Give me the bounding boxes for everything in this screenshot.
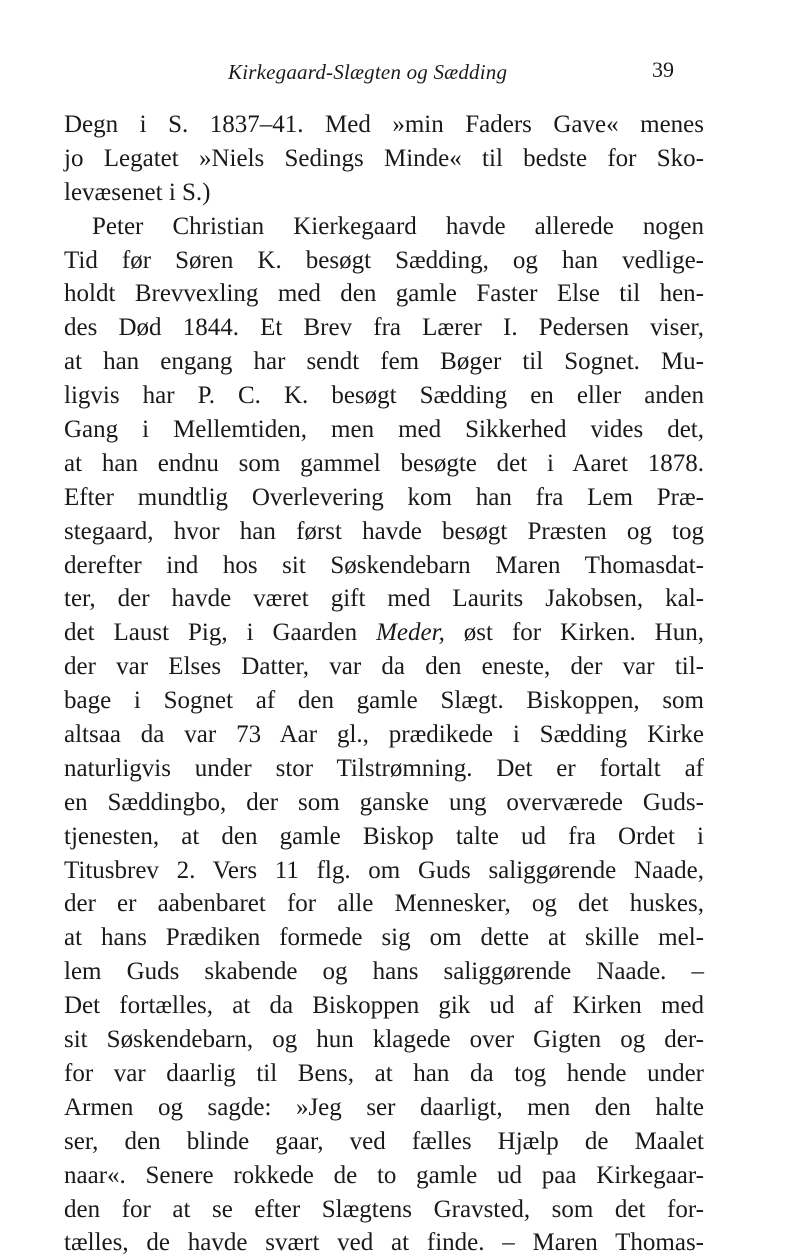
text-line: altsaa da var 73 Aar gl., prædikede i Sædding Kirke (64, 721, 704, 749)
text-line: Titusbrev 2. Vers 11 flg. om Guds saliggørende Naade, (64, 856, 704, 884)
text-line: ser, den blinde gaar, ved fælles Hjælp de Maalet (64, 1127, 704, 1155)
running-head: Kirkegaard-Slægten og Sædding (228, 60, 508, 84)
text-line: Tid før Søren K. besøgt Sædding, og han vedlige- (64, 246, 704, 274)
text-line: jo Legatet »Niels Sedings Minde« til bedste for Sko- (64, 144, 704, 172)
text-line: at han endnu som gammel besøgte det i Aaret 1878. (64, 449, 704, 477)
text-line: der er aabenbaret for alle Mennesker, og det huskes, (64, 890, 704, 918)
text-line: tælles, de havde svært ved at finde. – Maren Thomas- (64, 1229, 704, 1257)
text-line: Det fortælles, at da Biskoppen gik ud af Kirken med (64, 992, 704, 1020)
text-line: Peter Christian Kierkegaard havde allerede nogen (92, 212, 704, 240)
text-line: bage i Sognet af den gamle Slægt. Biskoppen, som (64, 687, 704, 715)
text-line: der var Elses Datter, var da den eneste, der var til- (64, 653, 704, 681)
text-line: Gang i Mellemtiden, men med Sikkerhed vides det, (64, 416, 704, 444)
text-line: des Død 1844. Et Brev fra Lærer I. Pedersen viser, (64, 314, 704, 342)
text-line: Degn i S. 1837–41. Med »min Faders Gave« menes (64, 111, 704, 138)
text-line: den for at se efter Slægtens Gravsted, som det for- (64, 1195, 704, 1223)
text-line: naturligvis under stor Tilstrømning. Det er fortalt af (64, 754, 704, 782)
text-segment: det Laust Pig, i Gaarden (64, 619, 377, 647)
text-line: lem Guds skabende og hans saliggørende Naade. – (64, 958, 704, 986)
text-line-with-italic (64, 616, 704, 650)
text-line: for var daarlig til Bens, at han da tog hende under (64, 1059, 704, 1087)
text-line: ligvis har P. C. K. besøgt Sædding en eller anden (64, 382, 704, 410)
text-line: ter, der havde været gift med Laurits Jakobsen, kal- (64, 585, 704, 613)
text-line: Armen og sagde: »Jeg ser daarligt, men den halte (64, 1093, 704, 1121)
text-segment: øst for Kirken. Hun, (444, 619, 704, 647)
text-line: sit Søskendebarn, og hun klagede over Gigten og der- (64, 1026, 704, 1054)
text-line: stegaard, hvor han først havde besøgt Præsten og tog (64, 517, 704, 545)
text-line: derefter ind hos sit Søskendebarn Maren Thomasdat- (64, 551, 704, 579)
text-line: Efter mundtlig Overlevering kom han fra Lem Præ- (64, 483, 704, 511)
text-line: at han engang har sendt fem Bøger til Sognet. Mu- (64, 348, 704, 376)
text-line: holdt Brevvexling med den gamle Faster Else til hen- (64, 280, 704, 308)
text-line: naar«. Senere rokkede de to gamle ud paa Kirkegaar- (64, 1161, 704, 1189)
text-line: en Sæddingbo, der som ganske ung overværede Guds- (64, 788, 704, 816)
page-number: 39 (652, 57, 674, 82)
text-line: tjenesten, at den gamle Biskop talte ud fra Ordet i (64, 822, 704, 850)
body-text (64, 108, 704, 1260)
italic-place-name: Meder, (376, 619, 445, 647)
text-line: levæsenet i S.) (64, 178, 211, 206)
text-line: at hans Prædiken formede sig om dette at skille mel- (64, 924, 704, 952)
